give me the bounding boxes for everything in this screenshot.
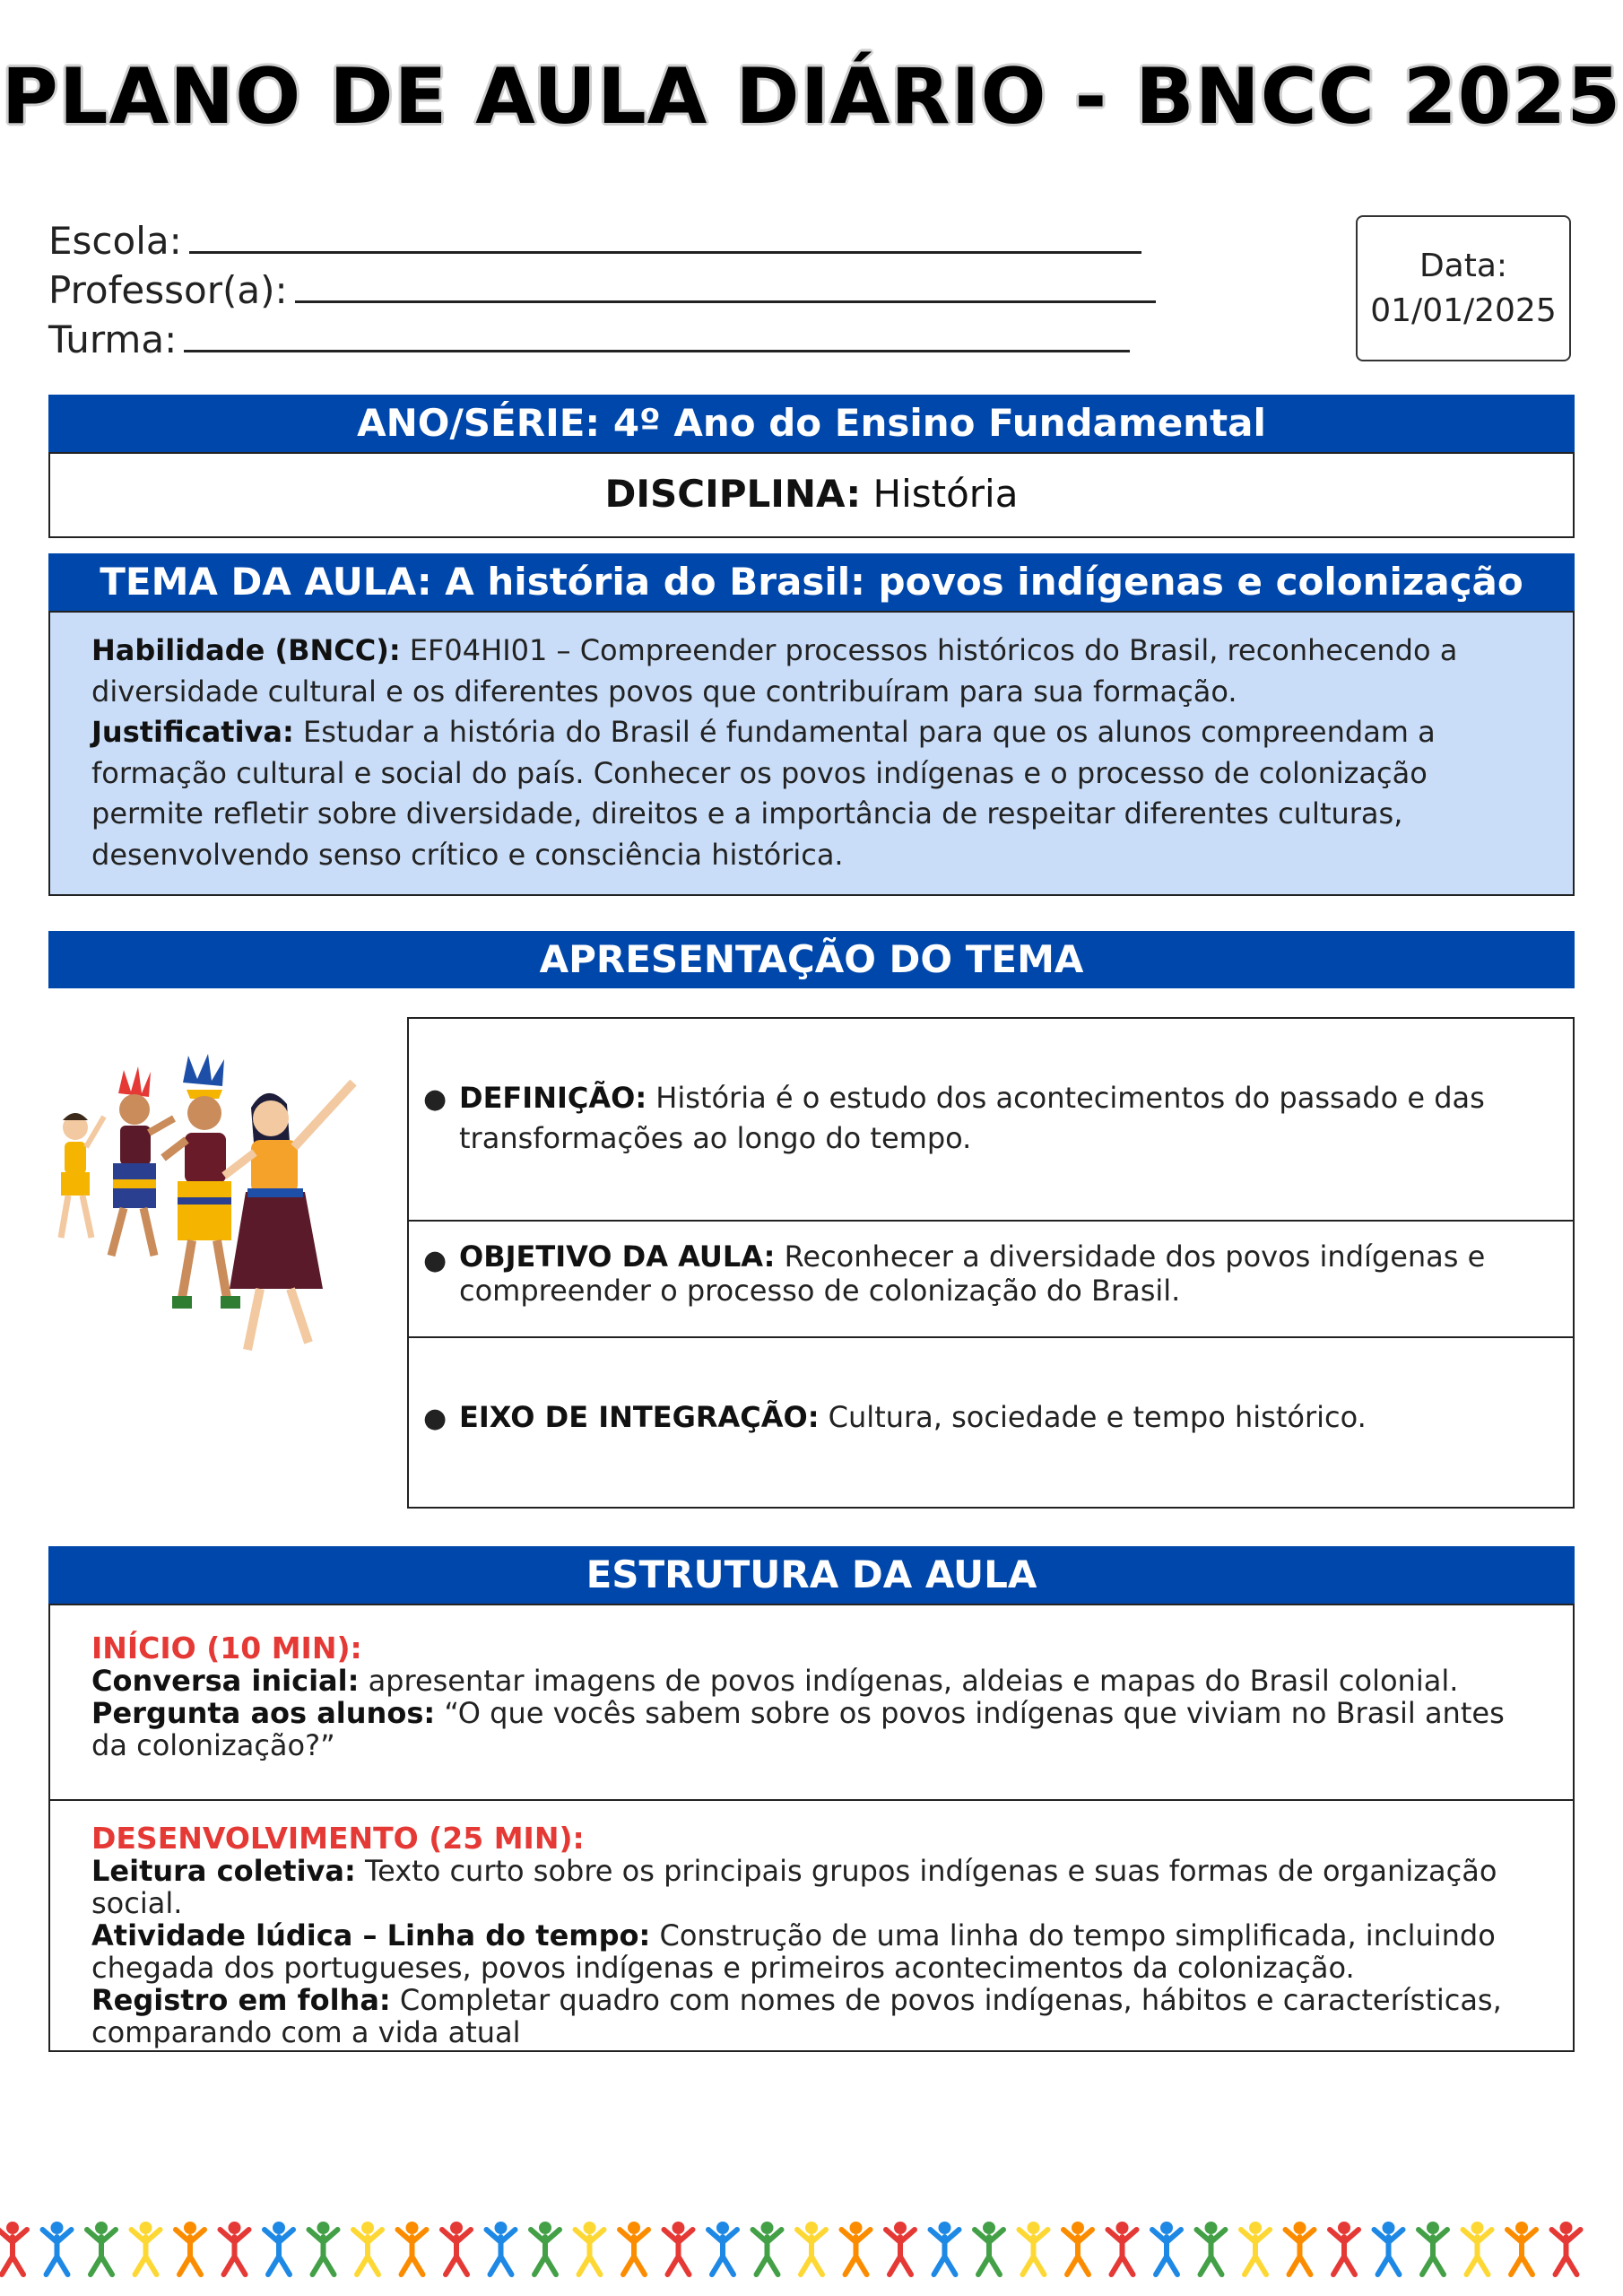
- turma-label: Turma:: [48, 317, 178, 361]
- atividade-label: Atividade lúdica – Linha do tempo:: [91, 1918, 651, 1952]
- person-icon: [1507, 2222, 1536, 2274]
- escola-field[interactable]: [48, 213, 1160, 263]
- pergunta-line: [91, 1697, 1537, 1761]
- ano-serie-bar: [48, 395, 1575, 452]
- indigenous-dancers-illustration: [48, 1054, 407, 1431]
- inicio-section: [50, 1632, 1573, 1761]
- ano-serie-value: 4º Ano do Ensino Fundamental: [612, 401, 1266, 445]
- turma-field[interactable]: [48, 312, 1160, 361]
- tema-value: A história do Brasil: povos indígenas e colonização: [445, 560, 1523, 604]
- objetivo-row: [409, 1222, 1573, 1338]
- person-icon: [0, 2222, 27, 2274]
- definicao-text-block: [459, 1078, 1537, 1159]
- eixo-row: [409, 1338, 1573, 1507]
- bullet-icon: ●: [423, 1245, 447, 1276]
- person-icon: [1108, 2222, 1137, 2274]
- escola-label: Escola:: [48, 219, 182, 263]
- desenvolvimento-heading: DESENVOLVIMENTO (25 MIN):: [91, 1821, 585, 1856]
- person-icon: [842, 2222, 871, 2274]
- person-icon: [43, 2222, 72, 2274]
- person-icon: [620, 2222, 648, 2274]
- estrutura-bar: ESTRUTURA DA AULA: [48, 1546, 1575, 1604]
- person-icon: [1063, 2222, 1092, 2274]
- person-icon: [132, 2222, 161, 2274]
- disciplina-box: [48, 452, 1575, 538]
- leitura-line: [91, 1855, 1537, 1919]
- justificativa-paragraph: [91, 712, 1535, 875]
- registro-label: Registro em folha:: [91, 1983, 391, 2017]
- habilidade-paragraph: [91, 631, 1535, 712]
- escola-line: [189, 247, 1141, 254]
- disciplina-value: História: [872, 472, 1019, 516]
- date-value: 01/01/2025: [1370, 292, 1557, 329]
- definicao-row: [409, 1019, 1573, 1222]
- person-icon: [1375, 2222, 1403, 2274]
- person-icon: [176, 2222, 204, 2274]
- eixo-text-block: [459, 1397, 1537, 1438]
- header-fields: [48, 213, 1160, 361]
- date-box: [1356, 215, 1571, 361]
- professor-line: [295, 296, 1156, 303]
- tema-bar: [48, 553, 1575, 611]
- pergunta-label: Pergunta aos alunos:: [91, 1696, 436, 1730]
- atividade-text: Construção de uma linha do tempo simplificada, incluindo chegada dos portugueses, povos indígenas e primeiros acontecimentos da colonização.: [91, 1918, 1496, 1985]
- tema-box: [48, 611, 1575, 896]
- person-icon: [975, 2222, 1003, 2274]
- apresentacao-table: [407, 1017, 1575, 1509]
- desenvolvimento-section: [50, 1822, 1573, 2048]
- eixo-text: Cultura, sociedade e tempo histórico.: [828, 1400, 1367, 1434]
- date-label: Data:: [1419, 248, 1508, 284]
- apresentacao-bar: APRESENTAÇÃO DO TEMA: [48, 931, 1575, 988]
- person-icon: [1419, 2222, 1447, 2274]
- person-icon: [487, 2222, 516, 2274]
- definicao-label: DEFINIÇÃO:: [459, 1081, 647, 1115]
- disciplina-label: DISCIPLINA:: [604, 472, 862, 516]
- tema-label: TEMA DA AULA:: [100, 560, 432, 604]
- person-icon: [708, 2222, 737, 2274]
- person-icon: [221, 2222, 249, 2274]
- person-icon: [931, 2222, 959, 2274]
- definicao-text: História é o estudo dos acontecimentos do passado e das transformações ao longo do tempo.: [459, 1081, 1485, 1155]
- person-icon: [398, 2222, 427, 2274]
- leitura-label: Leitura coletiva:: [91, 1854, 356, 1888]
- person-icon: [1152, 2222, 1181, 2274]
- person-icon: [1463, 2222, 1492, 2274]
- person-icon: [1020, 2222, 1048, 2274]
- colorful-people-border: [0, 2215, 1623, 2287]
- pergunta-text: “O que vocês sabem sobre os povos indígenas que viviam no Brasil antes da colonização?”: [91, 1696, 1505, 1762]
- person-icon: [886, 2222, 915, 2274]
- atividade-line: [91, 1919, 1537, 1984]
- person-icon: [531, 2222, 560, 2274]
- objetivo-label: OBJETIVO DA AULA:: [459, 1239, 776, 1274]
- person-icon: [664, 2222, 693, 2274]
- inicio-heading: INÍCIO (10 MIN):: [91, 1631, 362, 1665]
- bullet-icon: ●: [423, 1083, 447, 1115]
- turma-line: [184, 345, 1130, 352]
- person-icon: [1552, 2222, 1581, 2274]
- objetivo-text: Reconhecer a diversidade dos povos indígenas e compreender o processo de colonização do Brasil.: [459, 1239, 1486, 1308]
- person-icon: [576, 2222, 604, 2274]
- registro-text: Completar quadro com nomes de povos indígenas, hábitos e características, comparando com a vida atual: [91, 1983, 1502, 2049]
- person-icon: [797, 2222, 826, 2274]
- bullet-icon: ●: [423, 1403, 447, 1434]
- section-divider: [50, 1799, 1573, 1801]
- objetivo-text-block: [459, 1239, 1537, 1308]
- ano-serie-label: ANO/SÉRIE:: [357, 401, 601, 445]
- registro-line: [91, 1984, 1537, 2048]
- person-icon: [1241, 2222, 1270, 2274]
- conversa-label: Conversa inicial:: [91, 1664, 360, 1698]
- person-icon: [87, 2222, 116, 2274]
- justificativa-text: Estudar a história do Brasil é fundamental para que os alunos compreendam a formação cultural e social do país. Conhecer os povos indígenas e o processo de colonização permite refletir sobre diversidade, direitos e a importância de respeitar diferentes culturas, desenvolvendo senso crítico e consciência histórica.: [91, 715, 1436, 872]
- habilidade-text: EF04HI01 – Compreender processos históricos do Brasil, reconhecendo a diversidade cultural e os diferentes povos que contribuíram para sua formação.: [91, 633, 1458, 709]
- person-icon: [309, 2222, 338, 2274]
- professor-field[interactable]: [48, 263, 1160, 312]
- habilidade-label: Habilidade (BNCC):: [91, 633, 401, 667]
- conversa-line: [91, 1665, 1537, 1697]
- page-title: PLANO DE AULA DIÁRIO - BNCC 2025: [1, 52, 1622, 142]
- eixo-label: EIXO DE INTEGRAÇÃO:: [459, 1400, 820, 1434]
- person-icon: [1330, 2222, 1358, 2274]
- person-icon: [1197, 2222, 1226, 2274]
- estrutura-box: [48, 1604, 1575, 2052]
- person-icon: [1286, 2222, 1315, 2274]
- conversa-text: apresentar imagens de povos indígenas, aldeias e mapas do Brasil colonial.: [368, 1664, 1459, 1698]
- person-icon: [265, 2222, 293, 2274]
- person-icon: [353, 2222, 382, 2274]
- professor-label: Professor(a):: [48, 268, 288, 312]
- person-icon: [753, 2222, 782, 2274]
- leitura-text: Texto curto sobre os principais grupos indígenas e suas formas de organização social.: [91, 1854, 1497, 1920]
- person-icon: [442, 2222, 471, 2274]
- justificativa-label: Justificativa:: [91, 715, 294, 749]
